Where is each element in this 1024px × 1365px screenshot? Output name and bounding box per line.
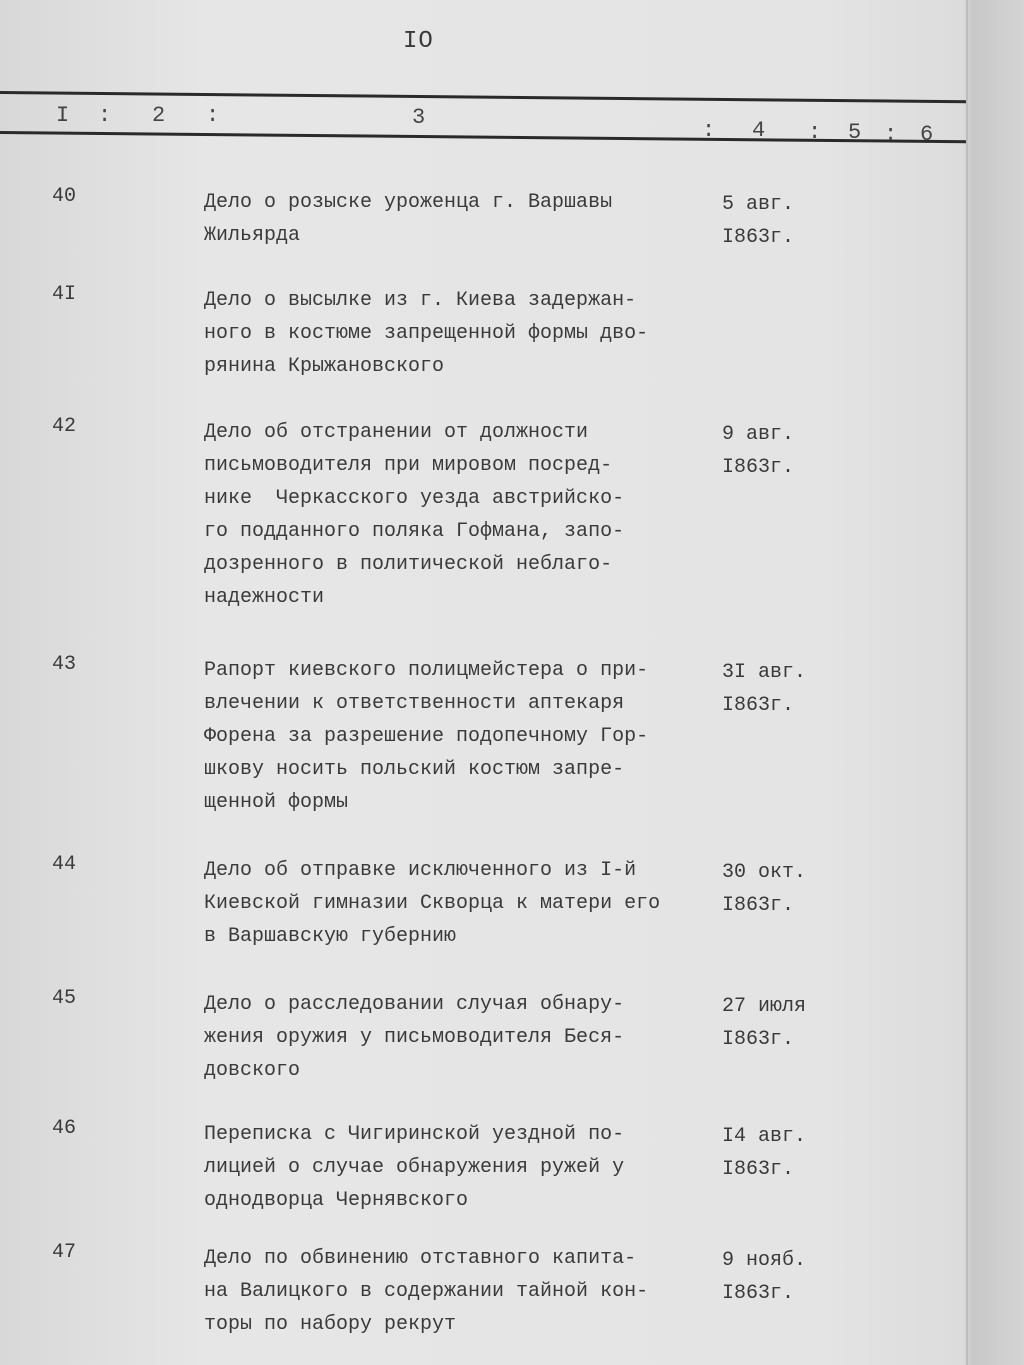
column-separator: : — [206, 103, 220, 128]
case-description — [204, 988, 724, 1087]
case-number: 43 — [52, 653, 77, 676]
description-line: Переписка с Чигиринской уездной по- — [204, 1123, 625, 1146]
case-description — [204, 854, 724, 953]
description-line: влечении к ответственности аптекаря — [204, 692, 625, 715]
column-header-2: 2 — [152, 103, 166, 128]
description-line: го подданного поляка Гофмана, запо- — [204, 520, 625, 543]
date-line: I863г. — [722, 226, 795, 249]
description-line: нике Черкасского уезда австрийско- — [204, 487, 625, 510]
case-number: 44 — [52, 853, 77, 876]
description-line: Киевской гимназии Скворца к матери его — [204, 892, 661, 915]
date-line: 9 авг. — [722, 423, 795, 446]
column-separator: : — [702, 118, 716, 143]
case-number: 42 — [52, 415, 77, 438]
description-line: Дело об отправке исключенного из I-й — [204, 859, 637, 882]
case-date — [722, 990, 806, 1056]
date-line: 5 авг. — [722, 193, 795, 216]
description-line: лицией о случае обнаружения ружей у — [204, 1156, 625, 1179]
date-line: I863г. — [722, 1028, 795, 1051]
case-description — [204, 1242, 724, 1341]
case-date — [722, 188, 794, 254]
date-line: I863г. — [722, 456, 795, 479]
description-line: надежности — [204, 586, 325, 609]
date-line: I4 авг. — [722, 1125, 807, 1148]
case-number: 45 — [52, 987, 77, 1010]
description-line: Дело о высылке из г. Киева задержан- — [204, 289, 637, 312]
date-line: 9 нояб. — [722, 1249, 807, 1272]
date-line: I863г. — [722, 894, 795, 917]
date-line: I863г. — [722, 1158, 795, 1181]
case-description — [204, 654, 724, 819]
description-line: щенной формы — [204, 791, 349, 814]
description-line: шкову носить польский костюм запре- — [204, 758, 625, 781]
case-description — [204, 284, 724, 383]
table-header-rule — [0, 131, 968, 143]
table-top-rule — [0, 91, 968, 103]
description-line: торы по набору рекрут — [204, 1313, 457, 1336]
column-header-6: 6 — [920, 122, 934, 147]
date-line: I863г. — [722, 1282, 795, 1305]
description-line: в Варшавскую губернию — [204, 925, 457, 948]
description-line: Дело о розыске уроженца г. Варшавы — [204, 191, 613, 214]
description-line: Рапорт киевского полицмейстера о при- — [204, 659, 649, 682]
case-description — [204, 1118, 724, 1217]
page-number: IO — [403, 28, 434, 55]
column-separator: : — [884, 122, 898, 147]
description-line: Дело об отстранении от должности — [204, 421, 589, 444]
column-header-1: I — [56, 103, 70, 128]
column-separator: : — [808, 120, 822, 145]
description-line: довского — [204, 1059, 301, 1082]
column-header-5: 5 — [848, 120, 862, 145]
description-line: Форена за разрешение подопечному Гор- — [204, 725, 649, 748]
description-line: ного в костюме запрещенной формы дво- — [204, 322, 649, 345]
description-line: письмоводителя при мировом посред- — [204, 454, 613, 477]
column-separator: : — [98, 103, 112, 128]
case-date — [722, 1120, 806, 1186]
description-line: на Валицкого в содержании тайной кон- — [204, 1280, 649, 1303]
case-date — [722, 656, 806, 722]
description-line: дозренного в политической неблаго- — [204, 553, 613, 576]
case-description — [204, 186, 724, 252]
date-line: 3I авг. — [722, 661, 807, 684]
description-line: однодворца Чернявского — [204, 1189, 469, 1212]
date-line: I863г. — [722, 694, 795, 717]
case-description — [204, 416, 724, 614]
case-number: 47 — [52, 1241, 77, 1264]
description-line: жения оружия у письмоводителя Беся- — [204, 1026, 625, 1049]
case-number: 46 — [52, 1117, 77, 1140]
description-line: Дело о расследовании случая обнару- — [204, 993, 625, 1016]
page-edge — [966, 0, 968, 1365]
description-line: рянина Крыжановского — [204, 355, 445, 378]
case-date — [722, 856, 806, 922]
description-line: Жильярда — [204, 224, 301, 247]
case-number: 4I — [52, 283, 77, 306]
date-line: 27 июля — [722, 995, 807, 1018]
description-line: Дело по обвинению отставного капита- — [204, 1247, 637, 1270]
date-line: 30 окт. — [722, 861, 807, 884]
column-header-4: 4 — [752, 118, 766, 143]
case-number: 40 — [52, 185, 77, 208]
case-date — [722, 418, 794, 484]
column-header-3: 3 — [412, 105, 426, 130]
case-date — [722, 1244, 806, 1310]
